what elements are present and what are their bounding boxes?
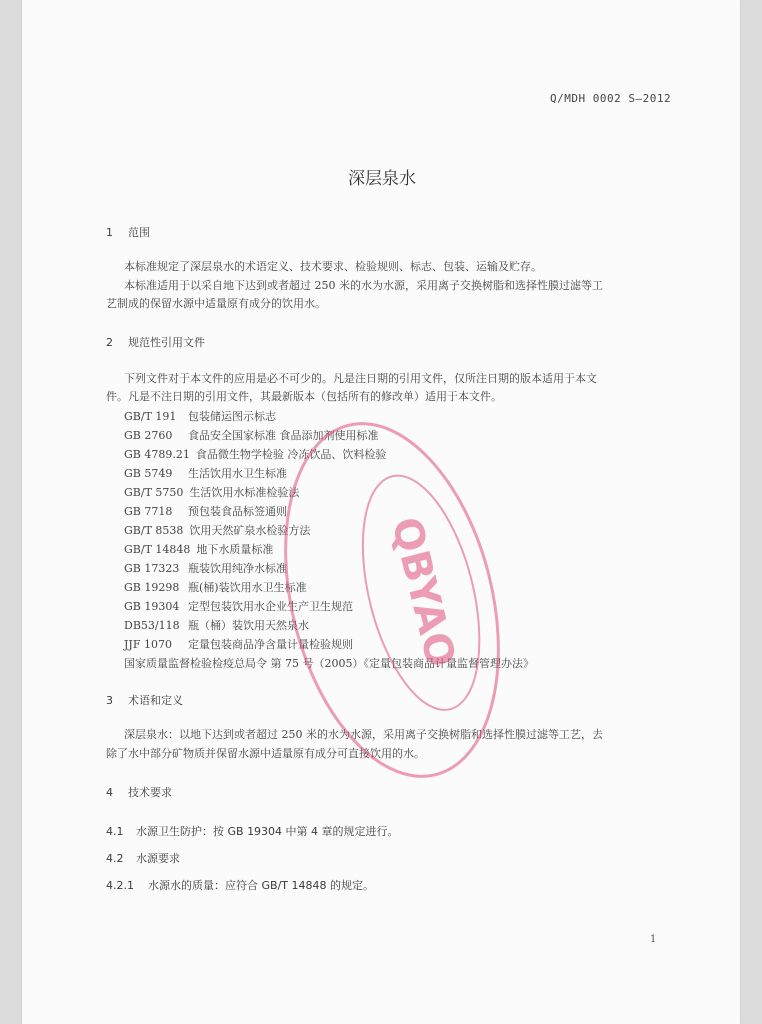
stamp-text: QBYAO [382, 512, 464, 672]
document-page [22, 0, 740, 1024]
section-4-heading [106, 784, 172, 800]
section-2-heading [106, 334, 205, 350]
reference-title: 定型包装饮用水企业生产卫生规范 [188, 600, 353, 613]
document-code: Q/MDH 0002 S—2012 [550, 92, 672, 105]
section-title: 术语和定义 [128, 694, 183, 707]
reference-item [124, 446, 386, 462]
section-2-paragraph-line-2: 件。凡是不注日期的引用文件，其最新版本（包括所有的修改单）适用于本文件。 [106, 390, 502, 403]
section-2-paragraph-line-1: 下列文件对于本文件的应用是必不可少的。凡是注日期的引用文件，仅所注日期的版本适用于本文 [124, 372, 597, 385]
section-3-heading [106, 692, 183, 708]
reference-item [124, 541, 273, 557]
reference-title: 饮用天然矿泉水检验方法 [189, 524, 311, 537]
section-1-paragraph-1: 本标准规定了深层泉水的术语定义、技术要求、检验规则、标志、包装、运输及贮存。 [124, 260, 542, 273]
reference-title: 食品安全国家标准 食品添加剂使用标准 [188, 429, 379, 442]
reference-item [124, 560, 287, 576]
reference-code: GB 19298 [124, 581, 180, 594]
reference-code: GB 4789.21 [124, 448, 190, 461]
clause-4-2-1 [106, 877, 374, 893]
reference-code: GB 7718 [124, 505, 173, 518]
reference-title: 瓶装饮用纯净水标准 [188, 562, 287, 575]
reference-code: GB/T 191 [124, 410, 177, 423]
clause-text: 水源卫生防护：按 GB 19304 中第 4 章的规定进行。 [136, 825, 399, 838]
section-title: 范围 [128, 226, 150, 239]
section-1-heading [106, 224, 150, 240]
reference-title: 瓶(桶)装饮用水卫生标准 [188, 581, 307, 594]
clause-number: 4.2 [106, 852, 124, 865]
reference-item [124, 636, 353, 652]
reference-code: GB/T 5750 [124, 486, 184, 499]
section-1-paragraph-2-line-2: 艺制成的保留水源中适量原有成分的饮用水。 [106, 297, 326, 310]
section-3-paragraph-line-2: 除了水中部分矿物质并保留水源中适量原有成分可直接饮用的水。 [106, 747, 425, 760]
page-title: 深层泉水 [348, 169, 416, 189]
reference-code: GB 2760 [124, 429, 173, 442]
reference-code: GB/T 14848 [124, 543, 191, 556]
reference-code: JJF 1070 [124, 638, 172, 651]
section-number: 2 [106, 336, 113, 349]
section-3-paragraph-line-1: 深层泉水：以地下达到或者超过 250 米的水为水源，采用离子交换树脂和选择性膜过滤等工艺，去 [124, 728, 603, 741]
reference-code: GB 5749 [124, 467, 173, 480]
section-1-paragraph-2-line-1: 本标准适用于以采自地下达到或者超过 250 米的水为水源，采用离子交换树脂和选择性膜过滤等工 [124, 279, 603, 292]
page-number: 1 [650, 934, 657, 945]
clause-number: 4.1 [106, 825, 124, 838]
reference-title: 食品微生物学检验 冷冻饮品、饮料检验 [195, 448, 387, 461]
section-number: 3 [106, 694, 113, 707]
reference-title: 瓶（桶）装饮用天然泉水 [188, 619, 309, 632]
reference-item [124, 484, 299, 500]
reference-title: 地下水质量标准 [196, 543, 274, 556]
reference-item [124, 579, 307, 595]
reference-title: 包装储运图示标志 [188, 410, 276, 423]
clause-4-1 [106, 823, 399, 839]
section-number: 4 [106, 786, 113, 799]
reference-title: 生活饮用水标准检验法 [189, 486, 300, 499]
reference-item [124, 617, 309, 633]
clause-text: 水源水的质量：应符合 GB/T 14848 的规定。 [148, 879, 374, 892]
reference-title: 预包装食品标签通则 [188, 505, 287, 518]
reference-item [124, 465, 287, 481]
clause-text: 水源要求 [136, 852, 180, 865]
clause-number: 4.2.1 [106, 879, 134, 892]
reference-code: DB53/118 [124, 619, 180, 632]
reference-code: GB 17323 [124, 562, 180, 575]
reference-title: 定量包装商品净含量计量检验规则 [188, 638, 353, 651]
section-title: 规范性引用文件 [128, 336, 205, 349]
reference-item [124, 598, 353, 614]
section-number: 1 [106, 226, 113, 239]
reference-item-regulation: 国家质量监督检验检疫总局令 第 75 号（2005）《定量包装商品计量监督管理办法》 [124, 657, 534, 670]
reference-item [124, 427, 379, 443]
reference-item [124, 408, 276, 424]
clause-4-2 [106, 850, 180, 866]
reference-title: 生活饮用水卫生标准 [188, 467, 287, 480]
reference-code: GB/T 8538 [124, 524, 184, 537]
reference-item [124, 503, 287, 519]
reference-item [124, 522, 310, 538]
reference-code: GB 19304 [124, 600, 180, 613]
section-title: 技术要求 [128, 786, 172, 799]
